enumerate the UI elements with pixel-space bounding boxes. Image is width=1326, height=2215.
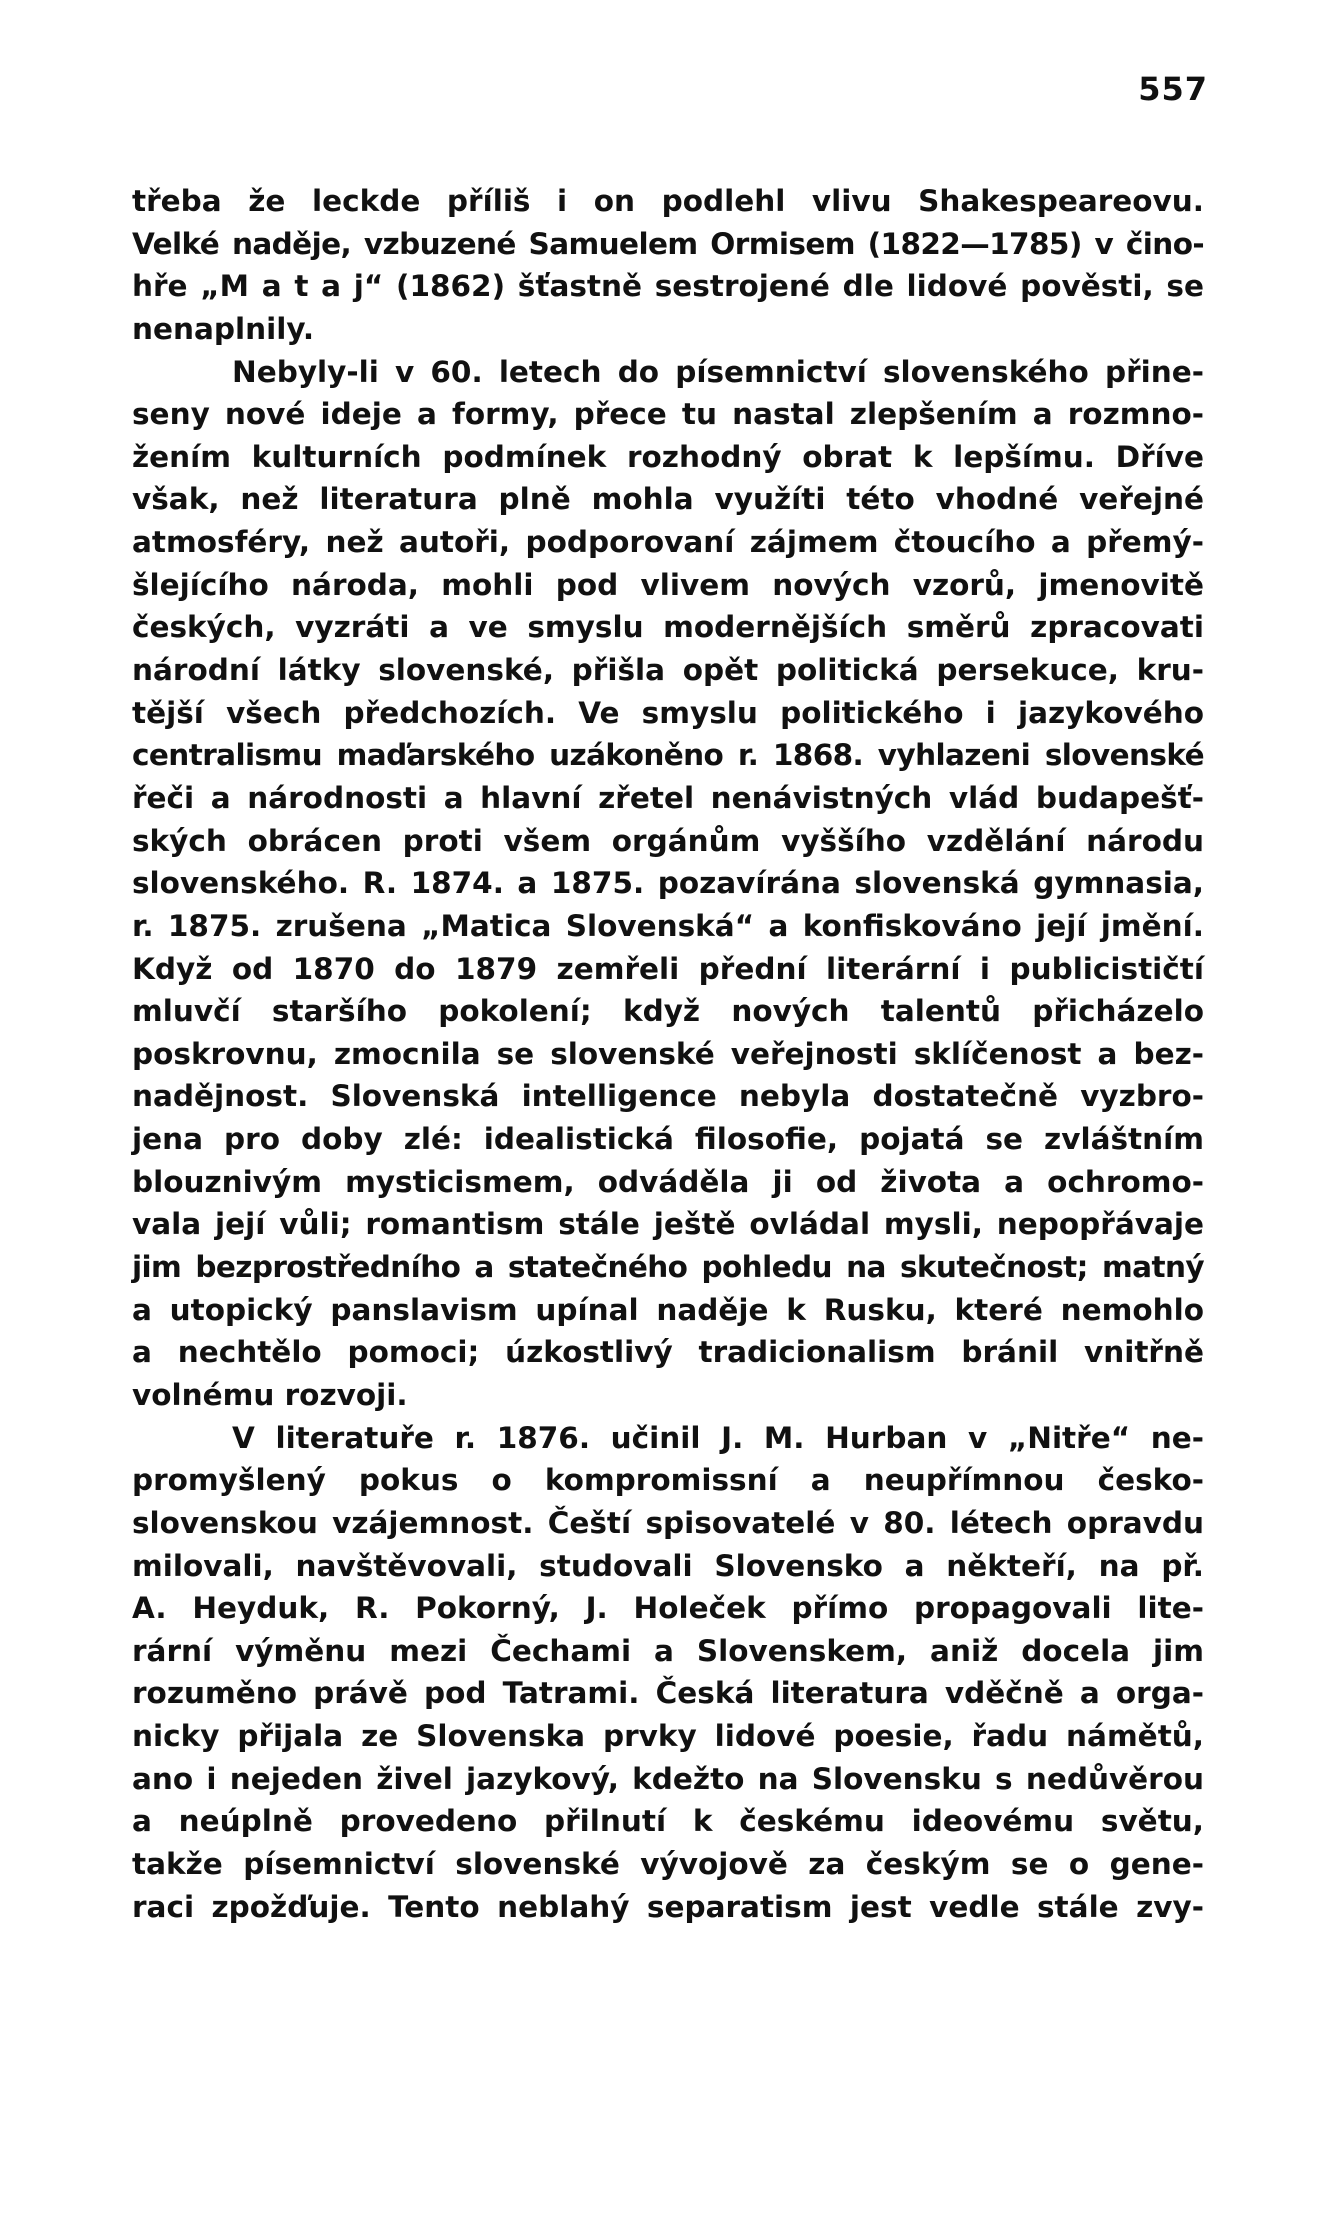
- text-line: jena pro doby zlé: idealistická filosofie, pojatá se zvláštním: [132, 1122, 1204, 1157]
- text-line: a nechtělo pomoci; úzkostlivý tradicionalism bránil vnitřně: [132, 1335, 1204, 1370]
- text-line: milovali, navštěvovali, studovali Slovensko a někteří, na př.: [132, 1548, 1204, 1583]
- text-line: vala její vůli; romantism stále ještě ovládal mysli, nepopřávaje: [132, 1207, 1204, 1242]
- text-line: rární výměnu mezi Čechami a Slovenskem, aniž docela jim: [132, 1633, 1204, 1668]
- text-line: rozuměno právě pod Tatrami. Česká literatura vděčně a orga-: [132, 1676, 1204, 1711]
- text-line: mluvčí staršího pokolení; když nových talentů přicházelo: [132, 994, 1204, 1029]
- text-line: A. Heyduk, R. Pokorný, J. Holeček přímo propagovali lite-: [132, 1591, 1204, 1626]
- text-line: nicky přijala ze Slovenska prvky lidové poesie, řadu námětů,: [132, 1719, 1204, 1754]
- text-line: atmosféry, než autoři, podporovaní zájmem čtoucího a přemý-: [132, 525, 1204, 560]
- text-line: a neúplně provedeno přilnutí k českému ideovému světu,: [132, 1804, 1204, 1839]
- text-line: blouznivým mysticismem, odváděla ji od života a ochromo-: [132, 1164, 1204, 1199]
- text-line: jim bezprostředního a statečného pohledu na skutečnost; matný: [132, 1250, 1204, 1285]
- text-line: slovenskou vzájemnost. Čeští spisovatelé v 80. létech opravdu: [132, 1505, 1204, 1540]
- text-line: poskrovnu, zmocnila se slovenské veřejnosti sklíčenost a bez-: [132, 1036, 1204, 1071]
- text-line: národní látky slovenské, přišla opět politická persekuce, kru-: [132, 653, 1204, 688]
- text-line: volnému rozvoji.: [132, 1377, 408, 1412]
- text-line: Když od 1870 do 1879 zemřeli přední literární i publicističtí: [132, 951, 1204, 986]
- text-line: nenaplnily.: [132, 311, 315, 346]
- text-line: a utopický panslavism upínal naděje k Rusku, které nemohlo: [132, 1292, 1204, 1327]
- text-line: nadějnost. Slovenská intelligence nebyla dostatečně vyzbro-: [132, 1079, 1204, 1114]
- text-line: r. 1875. zrušena „Matica Slovenská“ a konfiskováno její jmění.: [132, 908, 1204, 943]
- text-line: žením kulturních podmínek rozhodný obrat k lepšímu. Dříve: [132, 439, 1204, 474]
- text-line: řeči a národnosti a hlavní zřetel nenávistných vlád budapešť-: [132, 780, 1204, 815]
- text-line: šlejícího národa, mohli pod vlivem nových vzorů, jmenovitě: [132, 567, 1204, 602]
- text-line: promyšlený pokus o kompromissní a neupřímnou česko-: [132, 1463, 1204, 1498]
- text-line: ských obrácen proti všem orgánům vyššího vzdělání národu: [132, 823, 1204, 858]
- text-line: hře „M a t a j“ (1862) šťastně sestrojené dle lidové pověsti, se: [132, 269, 1204, 304]
- text-line: českých, vyzráti a ve smyslu modernějších směrů zpracovati: [132, 610, 1204, 645]
- text-line: však, než literatura plně mohla využíti této vhodné veřejné: [132, 482, 1204, 517]
- text-line: raci zpožďuje. Tento neblahý separatism jest vedle stále zvy-: [132, 1889, 1204, 1924]
- text-line: Velké naděje, vzbuzené Samuelem Ormisem (1822—1785) v čino-: [132, 226, 1204, 261]
- text-line: V literatuře r. 1876. učinil J. M. Hurban v „Nitře“ ne-: [232, 1420, 1204, 1455]
- text-line: Nebyly-li v 60. letech do písemnictví slovenského přine-: [232, 354, 1204, 389]
- text-line: slovenského. R. 1874. a 1875. pozavírána slovenská gymnasia,: [132, 866, 1204, 901]
- body-text: [132, 180, 1204, 1928]
- text-line: ano i nejeden živel jazykový, kdežto na Slovensku s nedůvěrou: [132, 1761, 1204, 1796]
- text-line: takže písemnictví slovenské vývojově za českým se o gene-: [132, 1846, 1204, 1881]
- page-number: 557: [1138, 70, 1208, 108]
- text-line: seny nové ideje a formy, přece tu nastal zlepšením a rozmno-: [132, 397, 1204, 432]
- text-line: třeba že leckde příliš i on podlehl vlivu Shakespeareovu.: [132, 184, 1204, 218]
- text-line: centralismu maďarského uzákoněno r. 1868. vyhlazeni slovenské: [132, 738, 1204, 773]
- text-line: tější všech předchozích. Ve smyslu politického i jazykového: [132, 695, 1204, 730]
